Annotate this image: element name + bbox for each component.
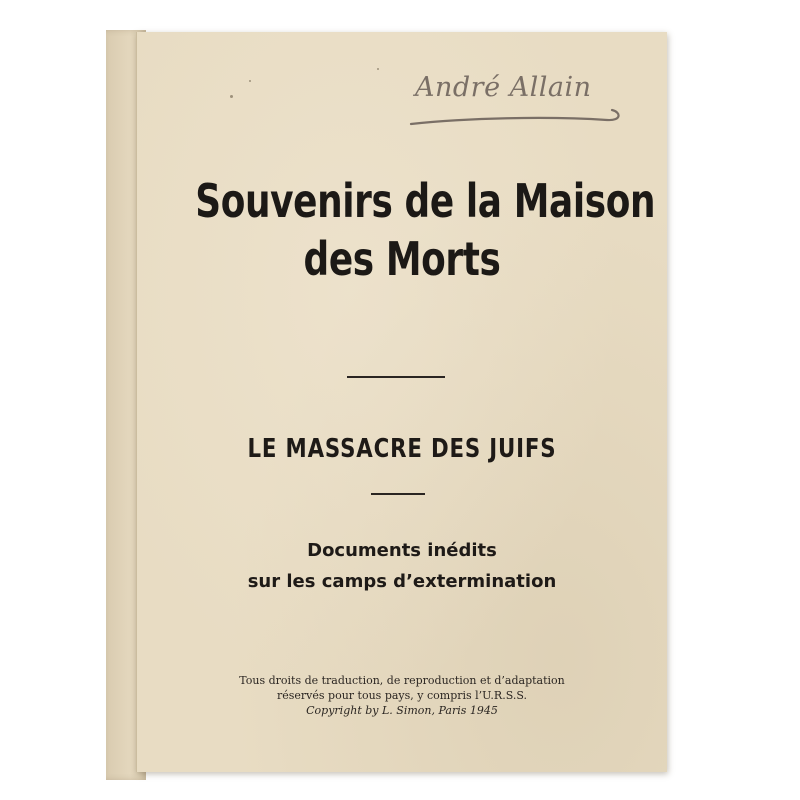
handwritten-signature [407, 60, 627, 130]
paper-speck [249, 80, 251, 82]
paper-speck [377, 68, 379, 70]
rights-line-2: réservés pour tous pays, y compris l’U.R.S.S. [277, 689, 527, 702]
divider-rule-bottom [371, 493, 425, 495]
title-line-1: Souvenirs de la Maison [195, 174, 656, 228]
book-title [137, 172, 667, 288]
rights-notice [137, 673, 667, 718]
documents-description [137, 535, 667, 597]
title-page [136, 32, 667, 772]
rights-line-1: Tous droits de traduction, de reproduction et d’adaptation [239, 674, 565, 687]
divider-rule-top [347, 376, 445, 378]
copyright-line: Copyright by L. Simon, Paris 1945 [306, 704, 498, 717]
title-line-2: des Morts [303, 232, 501, 286]
signature-text: André Allain [415, 72, 592, 103]
paper-speck [230, 95, 233, 98]
subtitle: LE MASSACRE DES JUIFS [247, 434, 557, 464]
documents-line-1: Documents inédits [307, 540, 497, 561]
documents-line-2: sur les camps d’extermination [247, 571, 557, 592]
